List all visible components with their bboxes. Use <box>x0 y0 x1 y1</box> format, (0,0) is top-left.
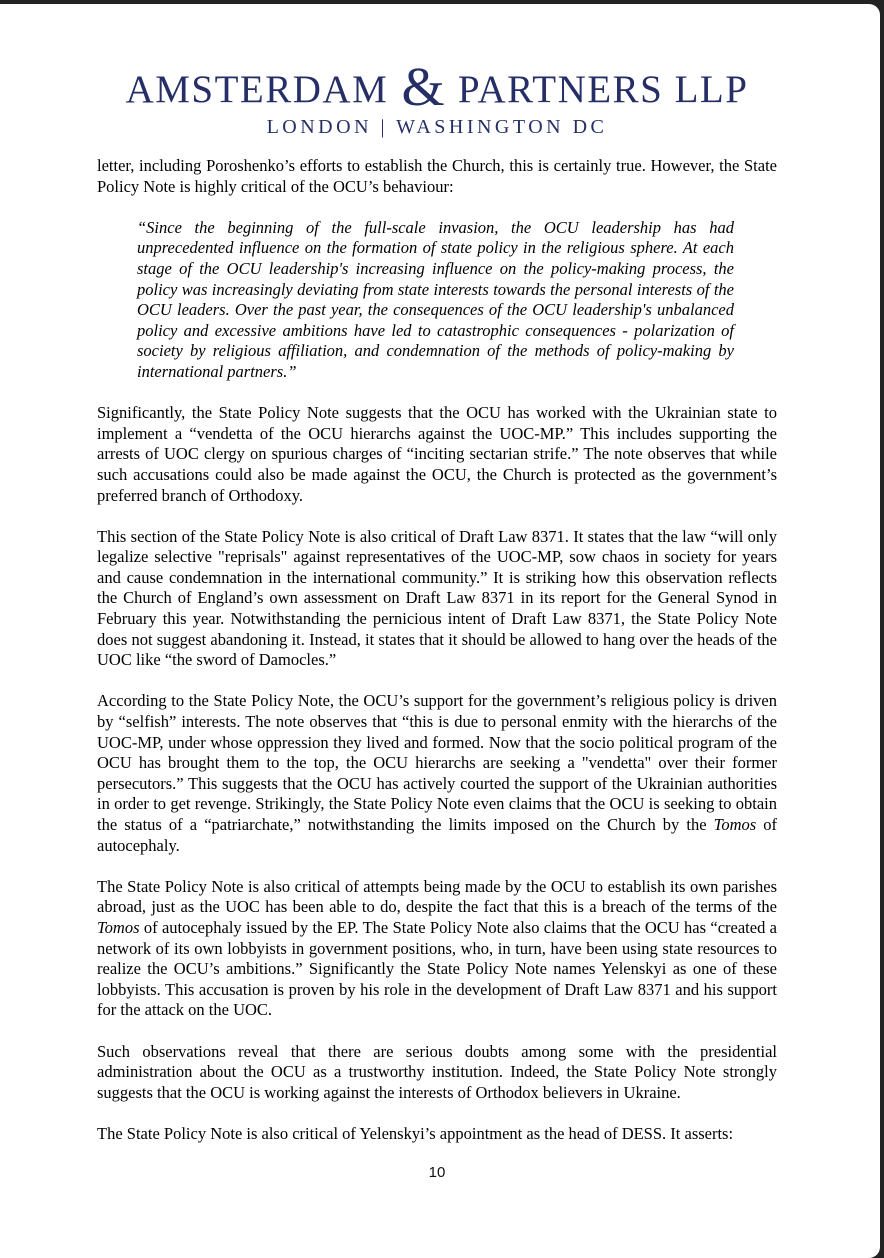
paragraph-doubts: Such observations reveal that there are serious doubts among some with the presidential administration about the OCU as a trustworthy institution. Indeed, the State Policy Note strongly suggests that the OCU is working against the interests of Orthodox believers in Ukraine. <box>97 1041 777 1102</box>
firm-name-left: AMSTERDAM <box>125 68 389 111</box>
firm-name-right: PARTNERS LLP <box>457 68 749 111</box>
quote-closing-mark: .” <box>283 361 297 381</box>
page-footer <box>97 1164 777 1181</box>
paragraph-parishes-text-2: of autocephaly issued by the EP. The State Policy Note also claims that the OCU has “created a network of its own lobbyists in government positions, who, in turn, have been using state resources to realize the OCU’s ambitions.” Significantly the State Policy Note names Yelenskyi as one of these lobbyists. This accusation is proven by his role in the development of Draft Law 8371 and his support for the attack on the UOC. <box>97 917 777 1020</box>
quote-text: “Since the beginning of the full-scale invasion, the OCU leadership has had unprecedented influence on the formation of state policy in the religious sphere. At each stage of the OCU leadership's increasing influence on the policy-making process, the policy was increasingly deviating from state interests towards the personal interests of the OCU leaders. Over the past year, the consequences of the OCU leadership's unbalanced policy and excessive ambitions have led to catastrophic consequences - polarization of society by religious affiliation, and condemnation of the methods of policy-making by international partners <box>137 217 734 381</box>
paragraph-draft-law: This section of the State Policy Note is also critical of Draft Law 8371. It states that the law “will only legalize selective "reprisals" against representatives of the UOC-MP, sow chaos in society for years and cause condemnation in the international community.” It is striking how this observation reflects the Church of England’s own assessment on Draft Law 8371 in its report for the General Synod in February this year. Notwithstanding the pernicious intent of Draft Law 8371, the State Policy Note does not suggest abandoning it. Instead, it states that it should be allowed to hang over the heads of the UOC like “the sword of Damocles.” <box>97 526 777 670</box>
letterhead-offices: LONDON | WASHINGTON DC <box>266 116 608 138</box>
paragraph-selfish-text-1: According to the State Policy Note, the OCU’s support for the government’s religious policy is driven by “selfish” interests. The note observes that “this is due to personal enmity with the hierarchs of the UOC-MP, under whose oppression they lived and formed. Now that the socio political program of the OCU has brought them to the top, the OCU hierarchs are seeking a "vendetta" over their former persecutors.” This suggests that the OCU has actively courted the support of the Ukrainian authorities in order to get revenge. Strikingly, the State Policy Note even claims that the OCU is seeking to obtain the status of a “patriarchate,” notwithstanding the limits imposed on the Church by the <box>97 691 777 834</box>
paragraph-parishes <box>97 877 777 1021</box>
ampersand-glyph: & <box>401 56 445 118</box>
tomos-italic: Tomos <box>713 815 757 834</box>
page-number: 10 <box>428 1164 446 1181</box>
paragraph-vendetta: Significantly, the State Policy Note suggests that the OCU has worked with the Ukrainian state to implement a “vendetta of the OCU hierarchs against the UOC-MP.” This includes supporting the arrests of UOC clergy on spurious charges of “inciting sectarian strife.” The note observes that while such accusations could also be made against the OCU, the Church is protected as the government’s preferred branch of Orthodoxy. <box>97 403 777 505</box>
paragraph-intro: letter, including Poroshenko’s efforts to establish the Church, this is certainly true. However, the State Policy Note is highly critical of the OCU’s behaviour: <box>97 156 777 196</box>
letterhead <box>97 56 777 139</box>
paragraph-dess: The State Policy Note is also critical of Yelenskyi’s appointment as the head of DESS. It asserts: <box>97 1123 734 1143</box>
paragraph-parishes-text-1: The State Policy Note is also critical of attempts being made by the OCU to establish its own parishes abroad, just as the UOC has been able to do, despite the fact that this is a breach of the terms of the <box>97 876 777 917</box>
paragraph-selfish <box>97 691 777 856</box>
paragraph-selfish-text-2: of autocephaly. <box>97 815 777 855</box>
quote-block <box>137 218 734 383</box>
document-page <box>0 4 880 1258</box>
page-body <box>97 156 777 1145</box>
tomos-italic: Tomos <box>97 917 140 937</box>
firm-name <box>97 56 777 118</box>
